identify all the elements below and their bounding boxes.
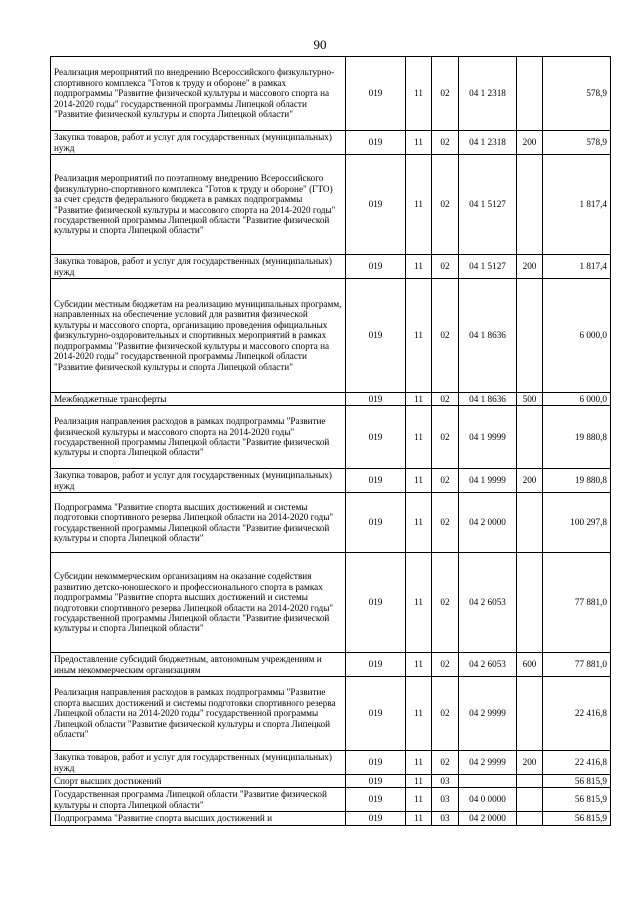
ministry-code: 019 — [346, 406, 406, 469]
amount: 578,9 — [543, 57, 611, 131]
expense-name: Подпрограмма "Развитие спорта высших достижений и — [51, 812, 346, 826]
expense-name: Подпрограмма "Развитие спорта высших достижений и системы подготовки спортивного резерва Липецкой области на 2014-2020 годы" государственной программы Липецкой области "Развитие физической культуры и спорта Липецкой области" — [51, 493, 346, 553]
subsection-code: 02 — [432, 469, 459, 493]
target-article-code: 04 1 5127 — [459, 155, 517, 255]
subsection-code: 02 — [432, 57, 459, 131]
ministry-code: 019 — [346, 393, 406, 406]
target-article-code — [459, 775, 517, 788]
subsection-code: 02 — [432, 393, 459, 406]
section-code: 11 — [406, 406, 432, 469]
table-row — [51, 812, 611, 826]
expense-name: Субсидии некоммерческим организациям на оказание содействия развитию детско-юношеского и профессионального спорта в рамках подпрограммы "Развитие спорта высших достижений и системы подготовки спортивного резерва Липецкой области на 2014-2020 годы" государственной программы Липецкой области "Развитие физической культуры и спорта Липецкой области" — [51, 553, 346, 653]
table-row — [51, 155, 611, 255]
section-code: 11 — [406, 775, 432, 788]
subsection-code: 02 — [432, 751, 459, 775]
subsection-code: 02 — [432, 131, 459, 155]
target-article-code: 04 2 6053 — [459, 553, 517, 653]
expense-type-code — [517, 677, 543, 751]
amount: 22 416,8 — [543, 751, 611, 775]
ministry-code: 019 — [346, 255, 406, 279]
target-article-code: 04 1 5127 — [459, 255, 517, 279]
amount: 56 815,9 — [543, 812, 611, 826]
table-row — [51, 57, 611, 131]
section-code: 11 — [406, 131, 432, 155]
target-article-code: 04 2 9999 — [459, 751, 517, 775]
amount: 100 297,8 — [543, 493, 611, 553]
section-code: 11 — [406, 788, 432, 812]
table-row — [51, 788, 611, 812]
subsection-code: 02 — [432, 493, 459, 553]
expense-name: Реализация направления расходов в рамках подпрограммы "Развитие спорта высших достижений и системы подготовки спортивного резерва Липецкой области на 2014-2020 годы" государственной программы Липецкой области "Развитие физической культуры и спорта Липецкой области" — [51, 677, 346, 751]
expense-name: Закупка товаров, работ и услуг для государственных (муниципальных) нужд — [51, 751, 346, 775]
amount: 19 880,8 — [543, 469, 611, 493]
amount: 19 880,8 — [543, 406, 611, 469]
section-code: 11 — [406, 469, 432, 493]
expense-type-code — [517, 155, 543, 255]
target-article-code: 04 1 9999 — [459, 469, 517, 493]
expense-type-code: 200 — [517, 751, 543, 775]
expense-name: Реализация направления расходов в рамках подпрограммы "Развитие физической культуры и массового спорта на 2014-2020 годы" государственной программы Липецкой области "Развитие физической культуры и спорта Липецкой области" — [51, 406, 346, 469]
amount: 56 815,9 — [543, 775, 611, 788]
amount: 77 881,0 — [543, 553, 611, 653]
subsection-code: 02 — [432, 677, 459, 751]
page-number: 90 — [313, 37, 327, 52]
subsection-code: 02 — [432, 255, 459, 279]
ministry-code: 019 — [346, 469, 406, 493]
amount: 1 817,4 — [543, 155, 611, 255]
expense-type-code — [517, 279, 543, 393]
table-row — [51, 279, 611, 393]
expense-type-code: 500 — [517, 393, 543, 406]
subsection-code: 02 — [432, 553, 459, 653]
expense-name: Реализация мероприятий по поэтапному внедрению Всероссийского физкультурно-спортивного комплекса "Готов к труду и обороне" (ГТО) за счет средств федерального бюджета в рамках подпрограммы "Развитие физической культуры и массового спорта на 2014-2020 годы" государственной программы Липецкой области "Развитие физической культуры и спорта Липецкой области" — [51, 155, 346, 255]
ministry-code: 019 — [346, 751, 406, 775]
subsection-code: 02 — [432, 155, 459, 255]
table-row — [51, 751, 611, 775]
section-code: 11 — [406, 553, 432, 653]
section-code: 11 — [406, 57, 432, 131]
section-code: 11 — [406, 677, 432, 751]
ministry-code: 019 — [346, 279, 406, 393]
expense-type-code — [517, 775, 543, 788]
expense-type-code — [517, 812, 543, 826]
table-row — [51, 493, 611, 553]
section-code: 11 — [406, 279, 432, 393]
table-row — [51, 653, 611, 677]
expense-type-code — [517, 493, 543, 553]
section-code: 11 — [406, 751, 432, 775]
section-code: 11 — [406, 493, 432, 553]
expense-type-code: 600 — [517, 653, 543, 677]
target-article-code: 04 0 0000 — [459, 788, 517, 812]
target-article-code: 04 2 0000 — [459, 493, 517, 553]
table-row — [51, 775, 611, 788]
expense-type-code — [517, 57, 543, 131]
expense-type-code — [517, 788, 543, 812]
target-article-code: 04 1 2318 — [459, 57, 517, 131]
ministry-code: 019 — [346, 775, 406, 788]
expense-type-code: 200 — [517, 469, 543, 493]
ministry-code: 019 — [346, 653, 406, 677]
subsection-code: 03 — [432, 775, 459, 788]
ministry-code: 019 — [346, 553, 406, 653]
target-article-code: 04 2 0000 — [459, 812, 517, 826]
table-row — [51, 677, 611, 751]
ministry-code: 019 — [346, 812, 406, 826]
table-row — [51, 393, 611, 406]
target-article-code: 04 1 8636 — [459, 279, 517, 393]
target-article-code: 04 1 2318 — [459, 131, 517, 155]
subsection-code: 03 — [432, 788, 459, 812]
table-row — [51, 469, 611, 493]
expense-type-code: 200 — [517, 255, 543, 279]
ministry-code: 019 — [346, 131, 406, 155]
ministry-code: 019 — [346, 57, 406, 131]
subsection-code: 02 — [432, 406, 459, 469]
expense-name: Межбюджетные трансферты — [51, 393, 346, 406]
table-row — [51, 255, 611, 279]
section-code: 11 — [406, 812, 432, 826]
expense-name: Предоставление субсидий бюджетным, автономным учреждениям и иным некоммерческим организациям — [51, 653, 346, 677]
section-code: 11 — [406, 393, 432, 406]
amount: 56 815,9 — [543, 788, 611, 812]
amount: 6 000,0 — [543, 279, 611, 393]
expense-name: Закупка товаров, работ и услуг для государственных (муниципальных) нужд — [51, 255, 346, 279]
expense-name: Закупка товаров, работ и услуг для государственных (муниципальных) нужд — [51, 469, 346, 493]
ministry-code: 019 — [346, 677, 406, 751]
expense-name: Спорт высших достижений — [51, 775, 346, 788]
section-code: 11 — [406, 155, 432, 255]
expense-type-code — [517, 406, 543, 469]
target-article-code: 04 2 6053 — [459, 653, 517, 677]
target-article-code: 04 1 9999 — [459, 406, 517, 469]
amount: 1 817,4 — [543, 255, 611, 279]
budget-table — [50, 56, 611, 826]
subsection-code: 02 — [432, 279, 459, 393]
expense-name: Закупка товаров, работ и услуг для государственных (муниципальных) нужд — [51, 131, 346, 155]
expense-name: Государственная программа Липецкой области "Развитие физической культуры и спорта Липецкой области" — [51, 788, 346, 812]
table-row — [51, 131, 611, 155]
expense-name: Субсидии местным бюджетам на реализацию муниципальных программ, направленных на обеспечение условий для развития физической культуры и массового спорта, организацию проведения официальных физкультурно-оздоровительных и спортивных мероприятий в рамках подпрограммы "Развитие физической культуры и массового спорта на 2014-2020 годы" государственной программы Липецкой области "Развитие физической культуры и спорта Липецкой области" — [51, 279, 346, 393]
amount: 77 881,0 — [543, 653, 611, 677]
expense-type-code — [517, 553, 543, 653]
section-code: 11 — [406, 255, 432, 279]
section-code: 11 — [406, 653, 432, 677]
amount: 578,9 — [543, 131, 611, 155]
subsection-code: 03 — [432, 812, 459, 826]
amount: 22 416,8 — [543, 677, 611, 751]
amount: 6 000,0 — [543, 393, 611, 406]
ministry-code: 019 — [346, 788, 406, 812]
table-row — [51, 553, 611, 653]
target-article-code: 04 2 9999 — [459, 677, 517, 751]
table-row — [51, 406, 611, 469]
target-article-code: 04 1 8636 — [459, 393, 517, 406]
ministry-code: 019 — [346, 493, 406, 553]
expense-type-code: 200 — [517, 131, 543, 155]
expense-name: Реализация мероприятий по внедрению Всероссийского физкультурно-спортивного комплекса "Готов к труду и обороне" в рамках подпрограммы "Развитие физической культуры и массового спорта на 2014-2020 годы" государственной программы Липецкой области "Развитие физической культуры и спорта Липецкой области" — [51, 57, 346, 131]
subsection-code: 02 — [432, 653, 459, 677]
ministry-code: 019 — [346, 155, 406, 255]
